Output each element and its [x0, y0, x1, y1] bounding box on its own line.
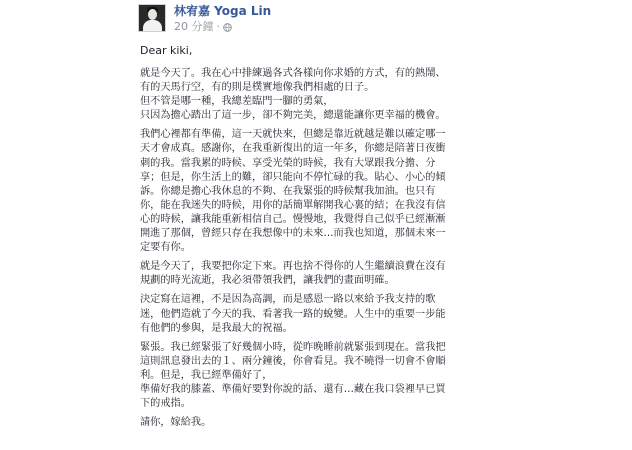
post-text-line: 定要有你。 — [140, 242, 191, 254]
author-name[interactable]: 林宥嘉 Yoga Lin — [174, 4, 272, 18]
avatar-shoulders — [143, 20, 162, 32]
post-header — [138, 4, 271, 34]
post-paragraphs — [140, 67, 492, 430]
post-text-line: 請你，嫁給我。 — [140, 417, 212, 429]
post-text-line: 刺的我。當我累的時候、享受光榮的時候，我有大眾跟我分擔、分 — [140, 157, 436, 169]
post-meta — [174, 4, 271, 34]
post-greeting: Dear kiki, — [140, 44, 193, 57]
post-text-line: 我們心裡都有準備，這一天就快來，但總是靠近就越是難以確定哪一 — [140, 129, 446, 141]
post-text-line: 天才會成真。感謝你，在我重新復出的這一年多，你總是陪著日夜衝 — [140, 143, 446, 155]
timestamp-row — [174, 20, 271, 34]
post-text-line: 心的時候，讓我能重新相信自己。慢慢地，我覺得自己似乎已經漸漸 — [140, 213, 446, 225]
post-text-line: 就是今天了。我在心中排練過各式各樣向你求婚的方式，有的熱鬧、 — [140, 68, 446, 79]
post-paragraph — [140, 260, 492, 288]
post-text-line: 只因為擔心踏出了這一步，卻不夠完美，總還能讓你更幸福的機會。 — [140, 110, 446, 122]
post-text-line: 訴。你總是擔心我休息的不夠、在我緊張的時候幫我加油。也只有 — [140, 185, 436, 197]
author-avatar[interactable] — [138, 4, 166, 32]
avatar-face — [148, 9, 157, 20]
post-text-line: 就是今天了，我要把你定下來。再也捨不得你的人生繼續浪費在沒有 — [140, 261, 446, 273]
post-text-line: 緊張。我已經緊張了好幾個小時，從昨晚睡前就緊張到現在。當我把 — [140, 341, 446, 353]
post-text-line: 決定寫在這裡，不是因為高調，而是感恩一路以來給予我支持的歌 — [140, 294, 436, 306]
post-text-line: 有的天馬行空，有的則是樸實地像我們相處的日子。 — [140, 82, 375, 94]
post-text-line: 準備好我的膝蓋、準備好要對你說的話、還有…藏在我口袋裡早已買 — [140, 383, 446, 395]
post-paragraph — [140, 293, 492, 335]
post-body — [140, 36, 492, 435]
post-timestamp[interactable]: 20 分鐘 — [174, 20, 214, 33]
globe-icon[interactable] — [223, 23, 232, 32]
post-paragraph — [140, 341, 492, 411]
post-text-line: 但不管是哪一種，我總差臨門一腳的勇氣， — [140, 96, 334, 108]
post-paragraph — [140, 67, 492, 123]
post-text-line: 開進了那個，曾經只存在我想像中的未來…而我也知道，那個未來一 — [140, 228, 446, 240]
post-paragraph — [140, 128, 492, 255]
post-text-line: 你，能在我迷失的時候，用你的話簡單解開我心裏的結；在我沒有信 — [140, 199, 446, 211]
post-text-line: 利。但是，我已經準備好了， — [140, 369, 273, 381]
post-text-line: 規劃的時光流逝，我必須帶領我們，讓我們的畫面明確。 — [140, 275, 395, 287]
post-text-line: 有他們的參與，是我最大的祝福。 — [140, 322, 293, 334]
post-text-line: 迷，他們造就了今天的我、看著我一路的蛻變。人生中的重要一步能 — [140, 308, 446, 320]
post-text-line: 這則訊息發出去的１、兩分鐘後，你會看見。我不曉得一切會不會順 — [140, 355, 446, 367]
post-text-line: 下的戒指。 — [140, 398, 191, 410]
post-text-line: 享；但是，你生活上的難，卻只能向不停忙碌的我。貼心、小心的傾 — [140, 171, 446, 183]
post-paragraph — [140, 416, 492, 430]
meta-separator: · — [216, 20, 220, 33]
